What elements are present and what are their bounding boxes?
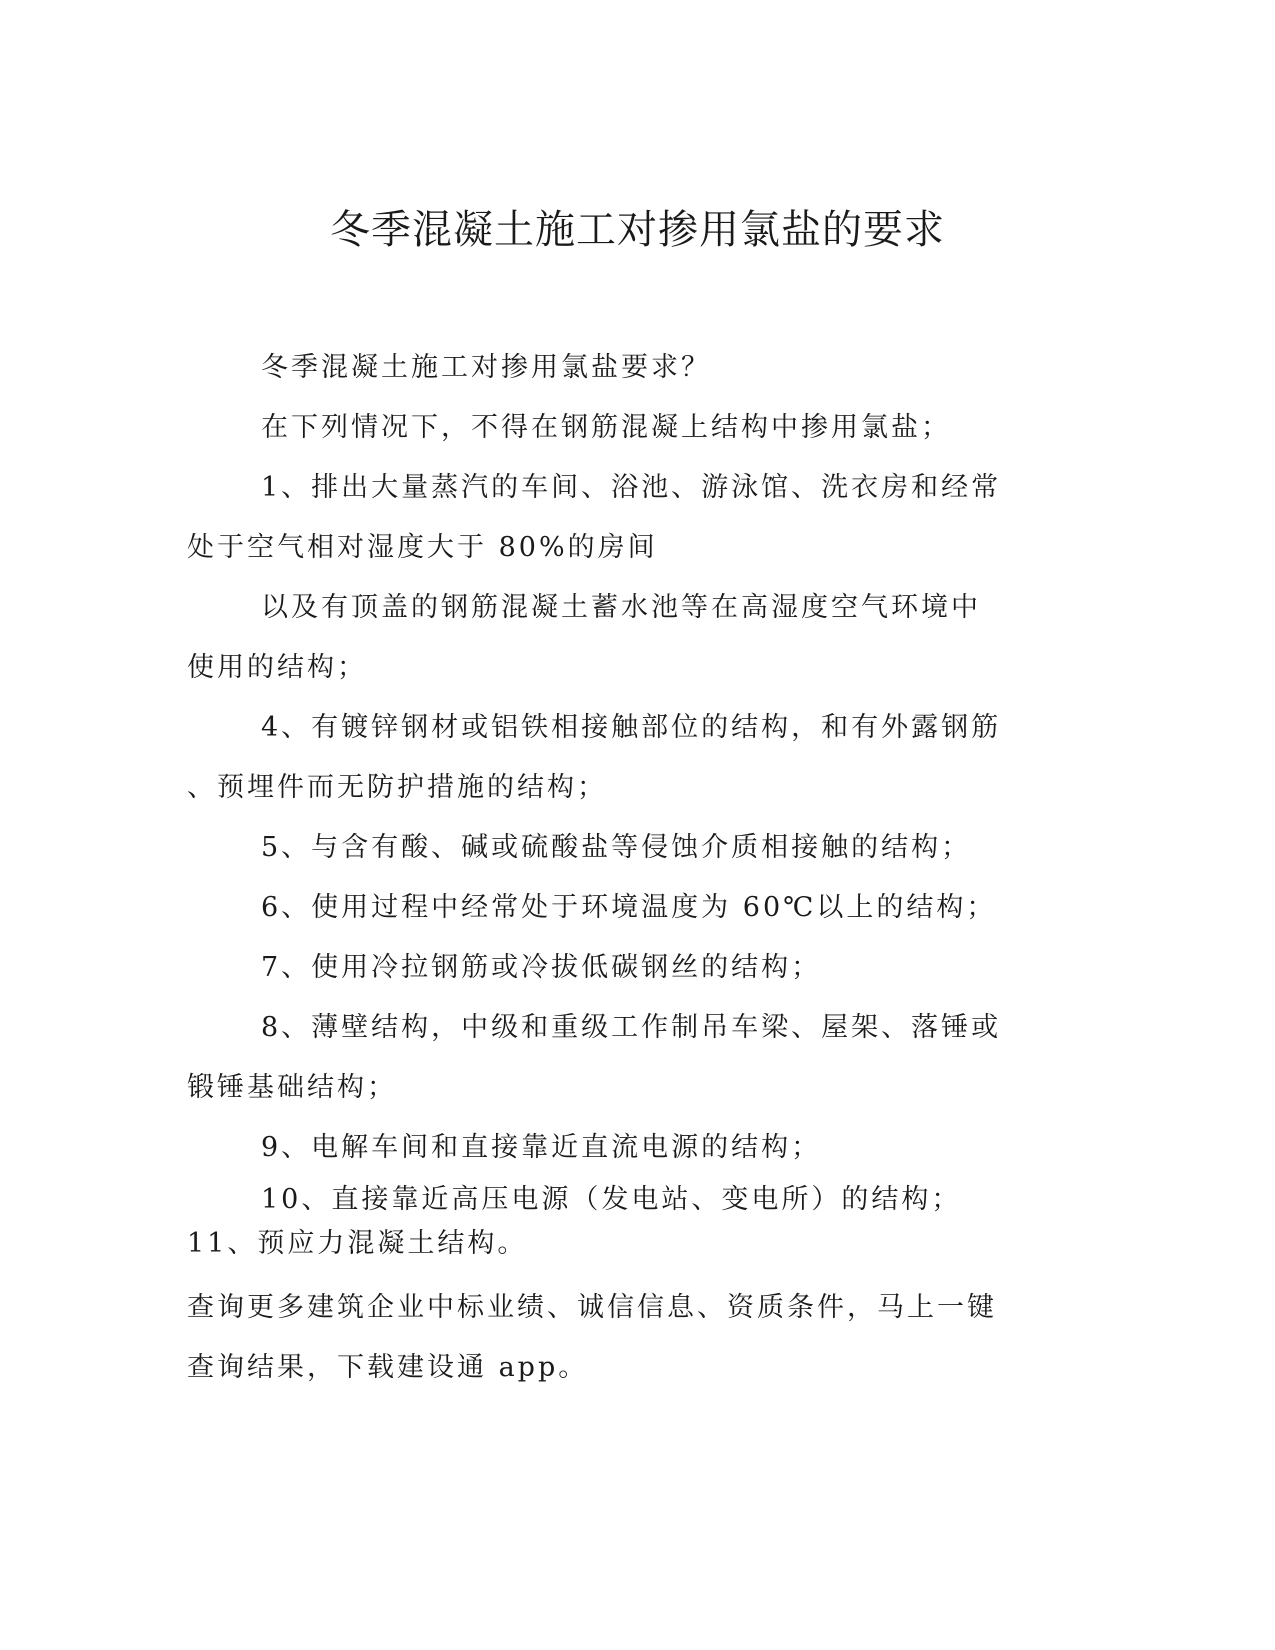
paragraph-intro <box>187 398 1067 458</box>
paragraph-item-10 <box>187 1178 1067 1222</box>
text-line: 6、使用过程中经常处于环境温度为 60℃以上的结构； <box>261 892 997 923</box>
paragraph-item-2-3 <box>187 578 1067 698</box>
paragraph-item-6 <box>187 878 1067 938</box>
text-line: 、预埋件而无防护措施的结构； <box>187 772 607 803</box>
text-line: 锻锤基础结构； <box>187 1072 397 1103</box>
paragraph-item-11 <box>187 1222 1067 1266</box>
document-title: 冬季混凝土施工对掺用氯盐的要求 <box>330 207 945 253</box>
paragraph-item-4 <box>187 698 1067 818</box>
paragraph-item-9 <box>187 1118 1067 1178</box>
text-line: 在下列情况下，不得在钢筋混凝上结构中掺用氯盐； <box>261 412 951 443</box>
text-line: 7、使用冷拉钢筋或冷拔低碳钢丝的结构； <box>261 952 822 983</box>
document-body <box>187 338 1067 1398</box>
paragraph-item-8 <box>187 998 1067 1118</box>
paragraph-promo <box>187 1278 1067 1398</box>
text-line: 冬季混凝土施工对掺用氯盐要求？ <box>261 352 711 383</box>
text-line: 10、直接靠近高压电源（发电站、变电所）的结构； <box>261 1184 962 1215</box>
text-line: 9、电解车间和直接靠近直流电源的结构； <box>261 1132 822 1163</box>
text-line: 处于空气相对湿度大于 80%的房间 <box>187 532 658 563</box>
paragraph-item-7 <box>187 938 1067 998</box>
paragraph-question <box>187 338 1067 398</box>
text-line: 使用的结构； <box>187 652 367 683</box>
text-line: 5、与含有酸、碱或硫酸盐等侵蚀介质相接触的结构； <box>261 832 972 863</box>
text-line: 查询结果，下载建设通 app。 <box>187 1352 589 1383</box>
text-line: 8、薄壁结构，中级和重级工作制吊车梁、屋架、落锤或 <box>261 1012 1002 1043</box>
text-line: 4、有镀锌钢材或铝铁相接触部位的结构，和有外露钢筋 <box>261 712 1002 743</box>
paragraph-item-5 <box>187 818 1067 878</box>
paragraph-item-1 <box>187 458 1067 578</box>
text-line: 11、预应力混凝土结构。 <box>187 1228 528 1259</box>
text-line: 1、排出大量蒸汽的车间、浴池、游泳馆、洗衣房和经常 <box>261 472 1002 503</box>
text-line: 查询更多建筑企业中标业绩、诚信信息、资质条件，马上一键 <box>187 1292 997 1323</box>
text-line: 以及有顶盖的钢筋混凝土蓄水池等在高湿度空气环境中 <box>261 592 981 623</box>
